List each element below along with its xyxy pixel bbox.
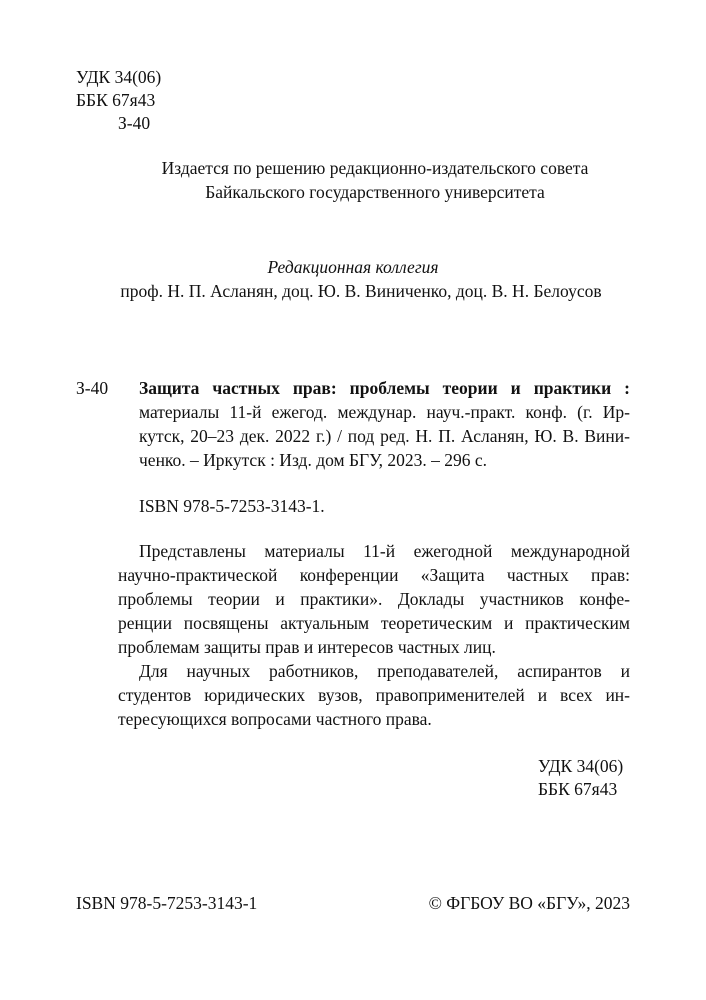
audience-line: студентов юридических вузов, правоприменителей и всех ин-: [118, 685, 630, 705]
author-mark-top: З-40: [118, 113, 151, 133]
annotation-line: Представлены материалы 11-й ежегодной международной: [139, 541, 630, 561]
publisher-note-line-2: Байкальского государственного университета: [205, 182, 545, 202]
catalog-line-2: кутск, 20–23 дек. 2022 г.) / под ред. Н. П. Асланян, Ю. В. Вини-: [139, 426, 630, 446]
audience-line: Для научных работников, преподавателей, аспирантов и: [139, 661, 630, 681]
annotation-line: проблемы теории и практики». Доклады участников конфе-: [118, 589, 630, 609]
catalog-title: Защита частных прав: проблемы теории и практики :: [139, 378, 630, 398]
catalog-line-3: ченко. – Иркутск : Изд. дом БГУ, 2023. – 296 с.: [139, 450, 488, 470]
publisher-note-line-1: Издается по решению редакционно-издательского совета: [161, 158, 589, 178]
annotation-line: проблемам защиты прав и интересов частных лиц.: [118, 637, 496, 657]
bbk-code-top: ББК 67я43: [76, 90, 156, 110]
footer-isbn: ISBN 978-5-7253-3143-1: [76, 893, 258, 913]
editorial-board-members: проф. Н. П. Асланян, доц. Ю. В. Виниченко, доц. В. Н. Белоусов: [120, 281, 602, 301]
annotation-line: научно-практической конференции «Защита частных прав:: [118, 565, 630, 585]
footer-copyright: © ФГБОУ ВО «БГУ», 2023: [428, 893, 630, 913]
editorial-board-title: Редакционная коллегия: [267, 257, 439, 277]
udk-code-top: УДК 34(06): [76, 67, 162, 87]
bbk-code-bottom: ББК 67я43: [538, 779, 618, 799]
catalog-author-mark: З-40: [76, 378, 109, 398]
catalog-line-1: материалы 11-й ежегод. междунар. науч.-практ. конф. (г. Ир-: [139, 402, 630, 422]
audience-line: тересующихся вопросами частного права.: [118, 709, 432, 729]
udk-code-bottom: УДК 34(06): [538, 756, 624, 776]
isbn-entry: ISBN 978-5-7253-3143-1.: [139, 496, 325, 516]
annotation-line: ренции посвящены актуальным теоретическим и практическим: [118, 613, 630, 633]
